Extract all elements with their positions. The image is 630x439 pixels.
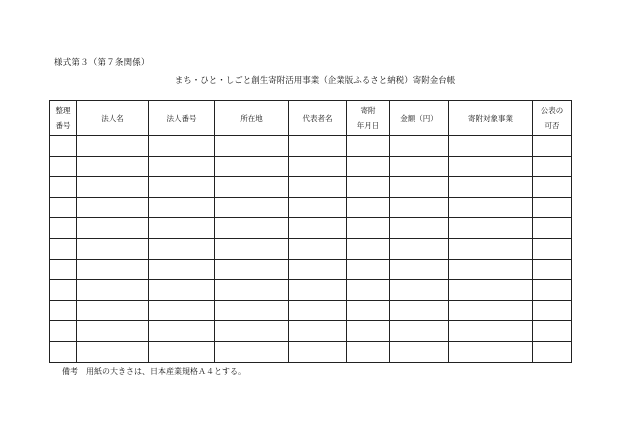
table-row	[50, 300, 572, 321]
amount-cell[interactable]	[390, 321, 449, 342]
table-row	[50, 156, 572, 177]
publication-consent-cell[interactable]	[533, 238, 572, 259]
corporate-number-cell[interactable]	[149, 321, 215, 342]
amount-cell[interactable]	[390, 197, 449, 218]
corporation-name-cell[interactable]	[77, 259, 149, 280]
table-row	[50, 218, 572, 239]
donation-date-cell[interactable]	[347, 197, 390, 218]
table-header-row	[50, 101, 572, 136]
amount-cell[interactable]	[390, 341, 449, 362]
corporation-name-cell[interactable]	[77, 300, 149, 321]
reference-number-cell[interactable]	[50, 177, 77, 198]
target-project-cell[interactable]	[449, 341, 533, 362]
corporate-number-cell[interactable]	[149, 259, 215, 280]
address-cell[interactable]	[215, 197, 289, 218]
address-cell[interactable]	[215, 341, 289, 362]
corporate-number-cell[interactable]	[149, 218, 215, 239]
publication-consent-cell[interactable]	[533, 136, 572, 157]
column-header-donation-date: 寄附 年月日	[347, 101, 390, 136]
reference-number-cell[interactable]	[50, 218, 77, 239]
remarks-note: 備考 用紙の大きさは、日本産業規格Ａ４とする。	[62, 367, 246, 376]
amount-cell[interactable]	[390, 300, 449, 321]
corporation-name-cell[interactable]	[77, 177, 149, 198]
amount-cell[interactable]	[390, 136, 449, 157]
donation-date-cell[interactable]	[347, 259, 390, 280]
publication-consent-cell[interactable]	[533, 218, 572, 239]
donation-date-cell[interactable]	[347, 177, 390, 198]
address-cell[interactable]	[215, 259, 289, 280]
reference-number-cell[interactable]	[50, 259, 77, 280]
representative-name-cell[interactable]	[289, 300, 347, 321]
table-row	[50, 321, 572, 342]
target-project-cell[interactable]	[449, 177, 533, 198]
representative-name-cell[interactable]	[289, 177, 347, 198]
reference-number-cell[interactable]	[50, 280, 77, 301]
corporate-number-cell[interactable]	[149, 197, 215, 218]
donation-date-cell[interactable]	[347, 280, 390, 301]
address-cell[interactable]	[215, 177, 289, 198]
publication-consent-cell[interactable]	[533, 280, 572, 301]
target-project-cell[interactable]	[449, 218, 533, 239]
table-row	[50, 259, 572, 280]
column-header-amount: 金額（円）	[390, 101, 449, 136]
representative-name-cell[interactable]	[289, 259, 347, 280]
amount-cell[interactable]	[390, 238, 449, 259]
representative-name-cell[interactable]	[289, 197, 347, 218]
table-row	[50, 197, 572, 218]
corporation-name-cell[interactable]	[77, 321, 149, 342]
document-title: まち・ひと・しごと創生寄附活用事業（企業版ふるさと納税）寄附金台帳	[174, 76, 456, 86]
reference-number-cell[interactable]	[50, 156, 77, 177]
table-row	[50, 177, 572, 198]
corporate-number-cell[interactable]	[149, 136, 215, 157]
target-project-cell[interactable]	[449, 321, 533, 342]
publication-consent-cell[interactable]	[533, 156, 572, 177]
column-header-target-project: 寄附対象事業	[449, 101, 533, 136]
table-row	[50, 341, 572, 362]
donation-ledger-table	[49, 100, 572, 363]
corporate-number-cell[interactable]	[149, 177, 215, 198]
amount-cell[interactable]	[390, 259, 449, 280]
reference-number-cell[interactable]	[50, 321, 77, 342]
corporate-number-cell[interactable]	[149, 300, 215, 321]
publication-consent-cell[interactable]	[533, 341, 572, 362]
corporation-name-cell[interactable]	[77, 218, 149, 239]
amount-cell[interactable]	[390, 218, 449, 239]
corporate-number-cell[interactable]	[149, 341, 215, 362]
column-header-corporation-name: 法人名	[77, 101, 149, 136]
column-header-representative-name: 代表者名	[289, 101, 347, 136]
target-project-cell[interactable]	[449, 136, 533, 157]
address-cell[interactable]	[215, 136, 289, 157]
column-header-reference-number: 整理 番号	[50, 101, 77, 136]
table-row	[50, 238, 572, 259]
corporate-number-cell[interactable]	[149, 156, 215, 177]
publication-consent-cell[interactable]	[533, 197, 572, 218]
table-row	[50, 136, 572, 157]
target-project-cell[interactable]	[449, 300, 533, 321]
representative-name-cell[interactable]	[289, 218, 347, 239]
representative-name-cell[interactable]	[289, 341, 347, 362]
address-cell[interactable]	[215, 156, 289, 177]
amount-cell[interactable]	[390, 280, 449, 301]
reference-number-cell[interactable]	[50, 300, 77, 321]
target-project-cell[interactable]	[449, 259, 533, 280]
donation-date-cell[interactable]	[347, 300, 390, 321]
column-header-corporate-number: 法人番号	[149, 101, 215, 136]
reference-number-cell[interactable]	[50, 197, 77, 218]
corporate-number-cell[interactable]	[149, 280, 215, 301]
corporation-name-cell[interactable]	[77, 197, 149, 218]
donation-date-cell[interactable]	[347, 341, 390, 362]
address-cell[interactable]	[215, 300, 289, 321]
corporation-name-cell[interactable]	[77, 341, 149, 362]
column-header-publication-consent: 公表の 可否	[533, 101, 572, 136]
donation-date-cell[interactable]	[347, 136, 390, 157]
address-cell[interactable]	[215, 280, 289, 301]
publication-consent-cell[interactable]	[533, 259, 572, 280]
reference-number-cell[interactable]	[50, 341, 77, 362]
donation-date-cell[interactable]	[347, 156, 390, 177]
representative-name-cell[interactable]	[289, 136, 347, 157]
address-cell[interactable]	[215, 218, 289, 239]
corporation-name-cell[interactable]	[77, 238, 149, 259]
address-cell[interactable]	[215, 321, 289, 342]
target-project-cell[interactable]	[449, 280, 533, 301]
corporation-name-cell[interactable]	[77, 156, 149, 177]
donation-date-cell[interactable]	[347, 218, 390, 239]
target-project-cell[interactable]	[449, 238, 533, 259]
corporate-number-cell[interactable]	[149, 238, 215, 259]
donation-date-cell[interactable]	[347, 238, 390, 259]
representative-name-cell[interactable]	[289, 238, 347, 259]
corporation-name-cell[interactable]	[77, 136, 149, 157]
publication-consent-cell[interactable]	[533, 300, 572, 321]
address-cell[interactable]	[215, 238, 289, 259]
target-project-cell[interactable]	[449, 197, 533, 218]
table-row	[50, 280, 572, 301]
corporation-name-cell[interactable]	[77, 280, 149, 301]
amount-cell[interactable]	[390, 177, 449, 198]
ledger-body	[50, 136, 572, 363]
reference-number-cell[interactable]	[50, 238, 77, 259]
column-header-address: 所在地	[215, 101, 289, 136]
reference-number-cell[interactable]	[50, 136, 77, 157]
representative-name-cell[interactable]	[289, 321, 347, 342]
publication-consent-cell[interactable]	[533, 177, 572, 198]
publication-consent-cell[interactable]	[533, 321, 572, 342]
donation-date-cell[interactable]	[347, 321, 390, 342]
amount-cell[interactable]	[390, 156, 449, 177]
form-number: 様式第３（第７条関係）	[54, 58, 150, 68]
representative-name-cell[interactable]	[289, 280, 347, 301]
target-project-cell[interactable]	[449, 156, 533, 177]
representative-name-cell[interactable]	[289, 156, 347, 177]
